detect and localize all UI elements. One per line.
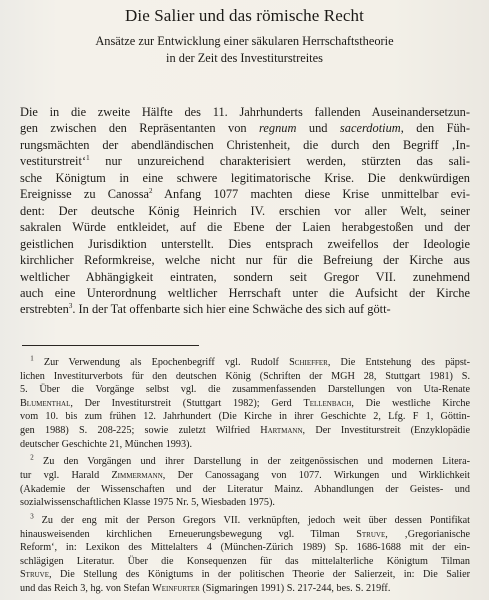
footnote-line: gen 1988) S. 208-225; sowie zuletzt Wilfried Hartmann, Der Investiturstreit (Enzyklopädie <box>20 424 470 436</box>
footnote-line: vom 10. bis zum frühen 12. Jahrhundert (Die Kirche in ihrer Geschichte 2, Lfg. F 1, Göttin- <box>20 411 470 423</box>
footnote-line: Struve, Die Stellung des Königtums in der politischen Theorie der Salierzeit, in: Die Salier <box>20 569 470 581</box>
body-line: geistlichen Jurisdiktion unterstellt. Dies entsprach zweifellos der Ideologie <box>20 236 470 251</box>
footnote-divider <box>22 345 199 346</box>
body-line: weltlicher Abhängigkeit eintraten, sondern seit Gregor VII. zunehmend <box>20 269 470 284</box>
body-line: gen zwischen den Repräsentanten von regnum und sacerdotium, den Füh- <box>20 121 471 136</box>
footnote-line: $^3$ Zu der eng mit der Person Gregors VII. verknüpften, jedoch weit über dessen Pontifikat <box>30 512 470 526</box>
footnote-line: deutscher Geschichte 21, München 1993). <box>20 438 193 450</box>
body-line: Ereignisse zu Canossa$^2$ Anfang 1077 machten diese Krise unmittelbar evi- <box>20 187 470 202</box>
chapter-subtitle <box>0 33 489 67</box>
body-line: vestiturstreit‘$^1$ nur unzureichend charakterisiert werden, stürzten das sali- <box>20 154 470 169</box>
footnote-marker: 3 <box>68 302 73 311</box>
body-line: Die in die zweite Hälfte des 11. Jahrhunderts fallenden Auseinandersetzun- <box>20 105 470 119</box>
body-line: erstrebten$^3$. In der Tat offenbarte sich hier eine Schwäche des sich auf gött- <box>20 302 391 317</box>
chapter-title: Die Salier und das römische Recht <box>125 6 364 25</box>
footnote-line: (Akademie der Wissenschaften und der Literatur Mainz. Abhandlungen der Geistes- und <box>20 483 470 495</box>
footnote-2 <box>20 455 470 509</box>
footnote-line: $^2$ Zu den Vorgängen und ihrer Darstellung in der zeitgenössischen und modernen Litera- <box>30 453 470 468</box>
footnote-line: Blumenthal, Der Investiturstreit (Stuttgart 1982); Gerd Tellenbach, Die westliche Kirche <box>20 397 470 409</box>
footnote-line: tur vgl. Harald Zimmermann, Der Canossagang von 1077. Wirkungen und Wirklichkeit <box>20 469 470 481</box>
footnote-line: lichen Investiturverbots für den deutschen König (Schriften der MGH 28, Stuttgart 1981) S. <box>20 370 470 382</box>
footnote-3 <box>20 514 470 596</box>
footnote-line: schlägigen Literatur. Über die Konsequenzen für das mittelalterliche Königtum Tilman <box>20 555 470 567</box>
body-line: sakralen Würde entkleidet, auf die Ebene der Laien herabgestoßen und der <box>20 220 470 235</box>
body-paragraph <box>20 104 470 318</box>
footnote-line: $^1$ Zur Verwendung als Epochenbegriff vgl. Rudolf Schieffer, Die Entstehung des päpst- <box>30 354 471 368</box>
footnote-line: hinausweisenden kirchlichen Erneuerungsbewegung vgl. Tilman Struve, ‚Gregorianische <box>20 528 470 540</box>
body-line: dent: Der deutsche König Heinrich IV. erschien vor aller Welt, seiner <box>20 203 470 218</box>
body-line: kirchlicher Reformkreise, welche nicht nur für die Befreiung der Kirche aus <box>20 253 470 268</box>
footnote-marker: 1 <box>86 154 90 163</box>
footnote-marker: 2 <box>149 187 153 196</box>
footnote-line: Reform‘, in: Lexikon des Mittelalters 4 (München-Zürich 1989) Sp. 1686-1688 mit der ein- <box>20 542 470 554</box>
footnote-1 <box>20 356 470 451</box>
footnote-number: 1 <box>30 354 34 363</box>
footnote-line: und das Reich 3, hg. von Stefan Weinfurter (Sigmaringen 1991) S. 217-244, bes. S. 219ff. <box>20 582 391 594</box>
subtitle-line-2: in der Zeit des Investiturstreites <box>166 51 323 65</box>
body-line: auch eine Unterordnung weltlicher Herrschaft unter die Aufsicht der Kirche <box>20 285 470 300</box>
footnote-line: sozialwissenschaftlichen Klasse 1975 Nr. 5, Wiesbaden 1975). <box>20 497 275 509</box>
footnote-number: 2 <box>30 453 34 462</box>
body-line: sche Königtum in eine schwere legitimatorische Krise. Die denkwürdigen <box>20 170 470 185</box>
footnote-line: 5. Über die Vorgänge selbst vgl. die zusammenfassenden Darstellungen von Uta-Renate <box>20 384 470 396</box>
subtitle-line-1: Ansätze zur Entwicklung einer säkularen Herrschaftstheorie <box>95 34 394 48</box>
footnotes-section <box>20 356 470 600</box>
footnote-number: 3 <box>30 512 34 521</box>
body-line: rungsmächten der abendländischen Christenheit, die durch den Begriff ‚In- <box>20 137 470 152</box>
